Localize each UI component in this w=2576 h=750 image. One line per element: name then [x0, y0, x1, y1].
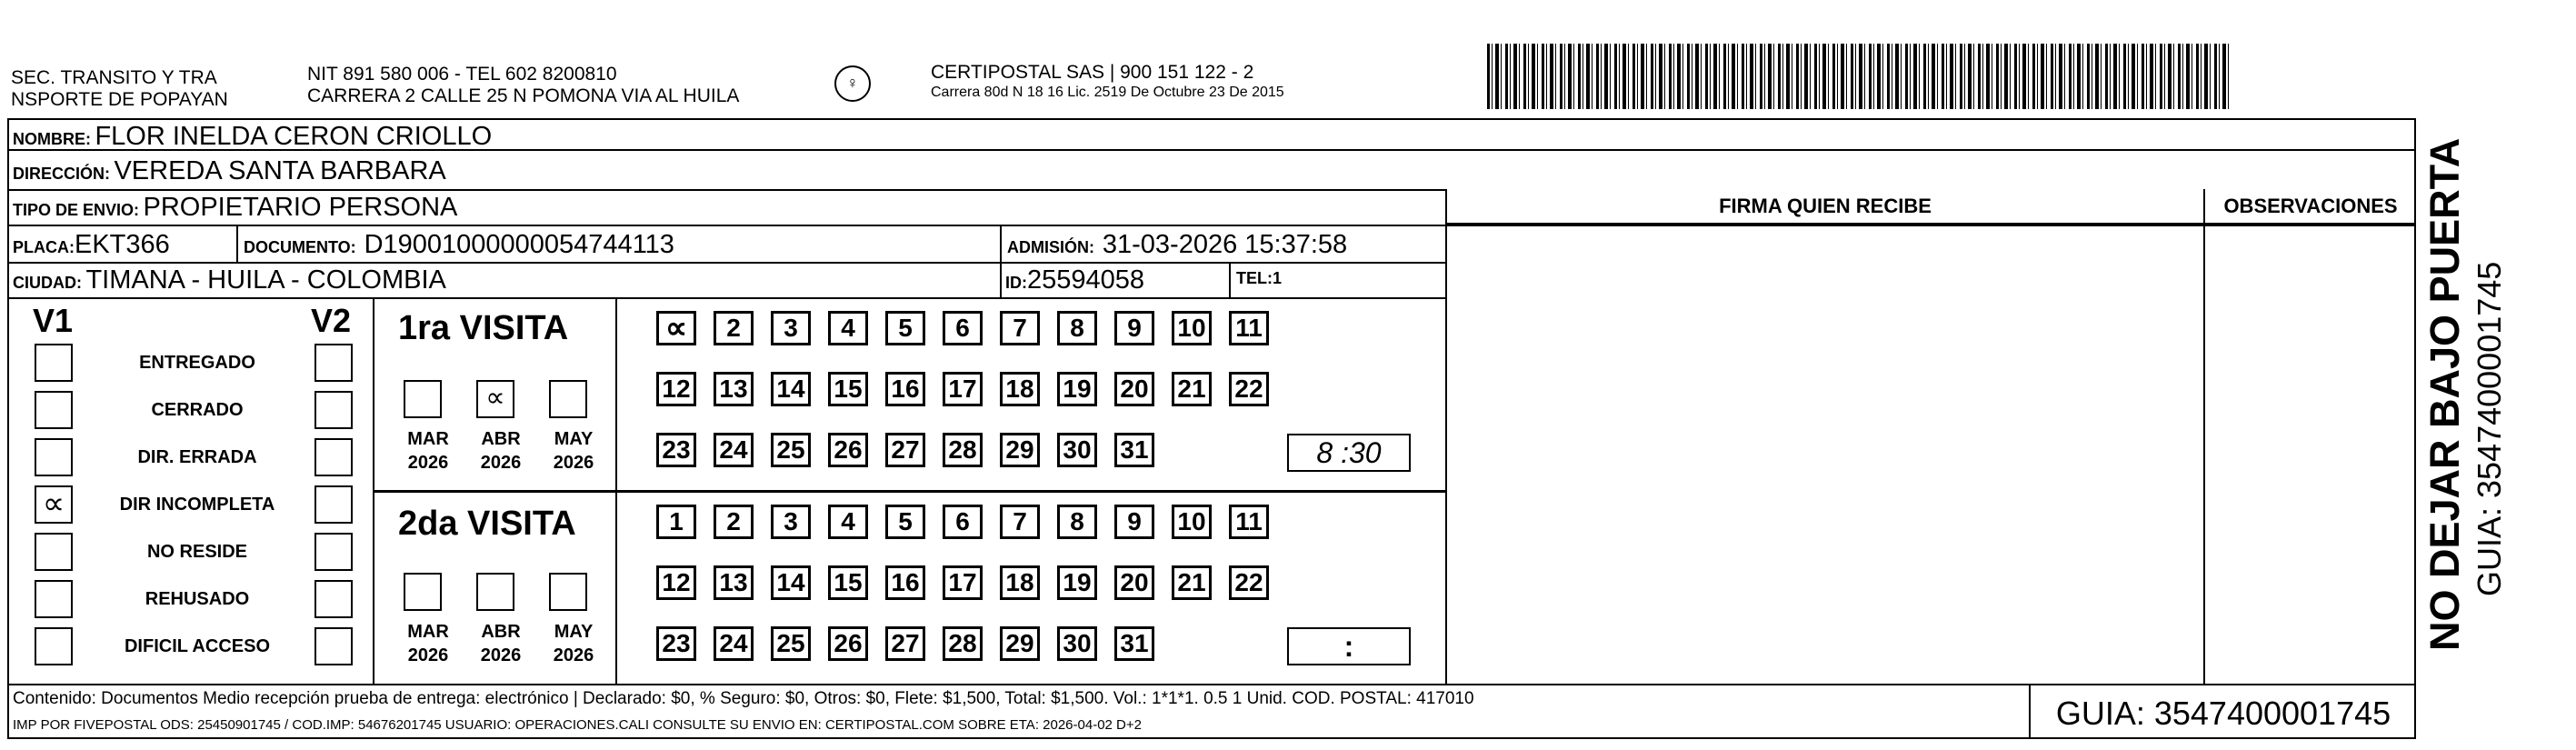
- admision-value: 31-03-2026 15:37:58: [1102, 230, 1348, 259]
- status-label: ENTREGADO: [139, 353, 255, 373]
- day-box[interactable]: ∝: [656, 311, 696, 345]
- day-box[interactable]: 9: [1114, 311, 1154, 345]
- v1-checkbox[interactable]: [35, 580, 73, 618]
- day-box[interactable]: 4: [828, 505, 868, 539]
- day-box[interactable]: 5: [885, 311, 925, 345]
- v1-checkbox[interactable]: [35, 627, 73, 665]
- day-box[interactable]: 30: [1057, 626, 1097, 661]
- tel-label: TEL:: [1236, 269, 1273, 287]
- status-label: DIR INCOMPLETA: [119, 495, 275, 515]
- day-box[interactable]: 29: [1000, 626, 1040, 661]
- status-label: DIFICIL ACCESO: [124, 636, 270, 656]
- day-box[interactable]: 7: [1000, 311, 1040, 345]
- month-label: ABR: [481, 622, 521, 642]
- month-checkbox[interactable]: [404, 380, 442, 418]
- v1-checkbox[interactable]: [35, 344, 73, 382]
- firma-label: FIRMA QUIEN RECIBE: [1719, 195, 1932, 217]
- day-box[interactable]: 19: [1057, 372, 1097, 406]
- documento-row: [244, 230, 674, 260]
- year-label: 2026: [553, 453, 594, 473]
- day-box[interactable]: 7: [1000, 505, 1040, 539]
- day-box[interactable]: 25: [771, 626, 811, 661]
- v2-checkbox[interactable]: [315, 485, 353, 524]
- month-label: MAR: [407, 622, 449, 642]
- month-checkbox[interactable]: [549, 573, 587, 611]
- direccion-value: VEREDA SANTA BARBARA: [114, 156, 446, 185]
- first-visit-time[interactable]: 8 :30: [1287, 434, 1411, 472]
- observaciones-area[interactable]: [2209, 228, 2414, 682]
- v2-checkbox[interactable]: [315, 438, 353, 476]
- nombre-value: FLOR INELDA CERON CRIOLLO: [95, 122, 493, 151]
- month-label: MAY: [554, 429, 594, 449]
- day-box[interactable]: 3: [771, 505, 811, 539]
- footer-guia: GUIA: 3547400001745: [2055, 695, 2391, 732]
- month-checkbox[interactable]: ∝: [476, 380, 514, 418]
- day-box[interactable]: 11: [1229, 505, 1269, 539]
- day-box[interactable]: 26: [828, 433, 868, 467]
- company-address: Carrera 80d N 18 16 Lic. 2519 De Octubre 23 De 2015: [931, 85, 1284, 100]
- tipo-value: PROPIETARIO PERSONA: [143, 193, 458, 222]
- ciudad-label: CIUDAD:: [13, 274, 82, 292]
- day-box[interactable]: 2: [714, 311, 754, 345]
- company-logo-icon: ♀: [834, 65, 871, 102]
- day-box[interactable]: 6: [943, 505, 983, 539]
- month-checkbox[interactable]: [549, 380, 587, 418]
- company-info: [931, 62, 1284, 102]
- day-box[interactable]: 13: [714, 372, 754, 406]
- day-box[interactable]: 10: [1172, 505, 1212, 539]
- v1-checkbox[interactable]: ∝: [35, 485, 73, 524]
- contenido-text: Contenido: Documentos Medio recepción prueba de entrega: electrónico | Declarado: $0, % Seguro: $0, Otros: $0, Flete: $1,500, Total: $1,500. Vol.: 1*1*1. 0.5 1 Unid. COD. POSTAL: 417010: [13, 689, 1474, 708]
- v2-checkbox[interactable]: [315, 627, 353, 665]
- day-box[interactable]: 8: [1057, 505, 1097, 539]
- id-row: [1005, 265, 1144, 295]
- v2-label: V2: [311, 302, 352, 339]
- year-label: 2026: [480, 453, 522, 473]
- month-label: MAR: [407, 429, 449, 449]
- no-dejar-bajo-puerta: NO DEJAR BAJO PUERTA: [2421, 137, 2468, 651]
- status-label: CERRADO: [151, 400, 244, 420]
- day-box[interactable]: 14: [771, 372, 811, 406]
- day-box[interactable]: 3: [771, 311, 811, 345]
- documento-value: D19001000000054744113: [364, 230, 674, 259]
- admision-row: [1007, 230, 1347, 260]
- day-box[interactable]: 28: [943, 626, 983, 661]
- v1-label: V1: [33, 302, 74, 339]
- month-label: ABR: [481, 429, 521, 449]
- day-box[interactable]: 5: [885, 505, 925, 539]
- v2-checkbox[interactable]: [315, 391, 353, 429]
- day-box[interactable]: 29: [1000, 433, 1040, 467]
- v1-checkbox[interactable]: [35, 391, 73, 429]
- month-checkbox[interactable]: [476, 573, 514, 611]
- day-box[interactable]: 22: [1229, 372, 1269, 406]
- first-visit-label: 1ra VISITA: [398, 309, 569, 347]
- day-box[interactable]: 18: [1000, 372, 1040, 406]
- second-visit-time[interactable]: :: [1287, 627, 1411, 665]
- day-box[interactable]: 19: [1057, 565, 1097, 600]
- status-label: NO RESIDE: [146, 542, 248, 562]
- day-box[interactable]: 23: [656, 433, 696, 467]
- day-box[interactable]: 16: [885, 372, 925, 406]
- placa-row: [13, 230, 170, 260]
- documento-label: DOCUMENTO:: [244, 238, 356, 256]
- ciudad-row: [13, 265, 446, 295]
- day-box[interactable]: 30: [1057, 433, 1097, 467]
- day-box[interactable]: 27: [885, 433, 925, 467]
- status-label: DIR. ERRADA: [137, 447, 257, 467]
- month-label: MAY: [554, 622, 594, 642]
- signature-area[interactable]: [1451, 228, 2202, 682]
- day-box[interactable]: 1: [656, 505, 696, 539]
- second-visit-label: 2da VISITA: [398, 505, 576, 543]
- day-box[interactable]: 18: [1000, 565, 1040, 600]
- v2-checkbox[interactable]: [315, 533, 353, 571]
- nombre-label: NOMBRE:: [13, 130, 91, 148]
- day-box[interactable]: 24: [714, 626, 754, 661]
- month-checkbox[interactable]: [404, 573, 442, 611]
- sender-info: [307, 64, 739, 107]
- year-label: 2026: [553, 645, 594, 665]
- day-box[interactable]: 2: [714, 505, 754, 539]
- id-value: 25594058: [1027, 265, 1145, 295]
- v1-checkbox[interactable]: [35, 533, 73, 571]
- nit-text: NIT 891 580 006 - TEL 602 8200810: [307, 64, 617, 85]
- side-guia: GUIA: 3547400001745: [2471, 261, 2508, 596]
- year-label: 2026: [480, 645, 522, 665]
- year-label: 2026: [407, 453, 449, 473]
- day-box[interactable]: 6: [943, 311, 983, 345]
- sender-name: [11, 67, 228, 111]
- day-box[interactable]: 12: [656, 372, 696, 406]
- direccion-label: DIRECCIÓN:: [13, 165, 110, 183]
- day-box[interactable]: 15: [828, 565, 868, 600]
- placa-value: EKT366: [75, 230, 170, 259]
- day-box[interactable]: 11: [1229, 311, 1269, 345]
- day-box[interactable]: 21: [1172, 372, 1212, 406]
- day-box[interactable]: 14: [771, 565, 811, 600]
- day-box[interactable]: 13: [714, 565, 754, 600]
- nombre-row: [13, 122, 492, 152]
- sender-line-2: NSPORTE DE POPAYAN: [11, 89, 228, 110]
- tipo-label: TIPO DE ENVIO:: [13, 201, 140, 219]
- sender-address: CARRERA 2 CALLE 25 N POMONA VIA AL HUILA: [307, 85, 740, 106]
- day-box[interactable]: 24: [714, 433, 754, 467]
- day-box[interactable]: 9: [1114, 505, 1154, 539]
- day-box[interactable]: 27: [885, 626, 925, 661]
- day-box[interactable]: 10: [1172, 311, 1212, 345]
- day-box[interactable]: 16: [885, 565, 925, 600]
- imp-text: IMP POR FIVEPOSTAL ODS: 25450901745 / COD.IMP: 54676201745 USUARIO: OPERACIONES.CALI CONSULTE SU ENVIO EN: CERTIPOSTAL.COM SOBRE ETA: 2026-04-02 D+2: [13, 717, 1142, 733]
- day-box[interactable]: 31: [1114, 433, 1154, 467]
- barcode: [1487, 44, 2232, 109]
- sender-line-1: SEC. TRANSITO Y TRA: [11, 67, 217, 88]
- day-box[interactable]: 8: [1057, 311, 1097, 345]
- id-label: ID:: [1005, 274, 1027, 292]
- company-name: CERTIPOSTAL SAS | 900 151 122 - 2: [931, 62, 1254, 83]
- day-box[interactable]: 20: [1114, 565, 1154, 600]
- tel-row: [1236, 269, 1282, 288]
- ciudad-value: TIMANA - HUILA - COLOMBIA: [85, 265, 446, 295]
- placa-label: PLACA:: [13, 238, 75, 256]
- day-box[interactable]: 25: [771, 433, 811, 467]
- day-box[interactable]: 20: [1114, 372, 1154, 406]
- tel-value: 1: [1273, 269, 1283, 287]
- tipo-row: [13, 193, 457, 223]
- day-box[interactable]: 26: [828, 626, 868, 661]
- v2-checkbox[interactable]: [315, 580, 353, 618]
- status-label: REHUSADO: [145, 589, 250, 609]
- day-box[interactable]: 28: [943, 433, 983, 467]
- day-box[interactable]: 4: [828, 311, 868, 345]
- day-box[interactable]: 15: [828, 372, 868, 406]
- day-box[interactable]: 31: [1114, 626, 1154, 661]
- year-label: 2026: [407, 645, 449, 665]
- day-box[interactable]: 22: [1229, 565, 1269, 600]
- direccion-row: [13, 156, 446, 186]
- day-box[interactable]: 17: [943, 372, 983, 406]
- day-box[interactable]: 17: [943, 565, 983, 600]
- v1-checkbox[interactable]: [35, 438, 73, 476]
- admision-label: ADMISIÓN:: [1007, 238, 1094, 256]
- observaciones-label: OBSERVACIONES: [2223, 195, 2398, 217]
- v2-checkbox[interactable]: [315, 344, 353, 382]
- day-box[interactable]: 12: [656, 565, 696, 600]
- day-box[interactable]: 21: [1172, 565, 1212, 600]
- day-box[interactable]: 23: [656, 626, 696, 661]
